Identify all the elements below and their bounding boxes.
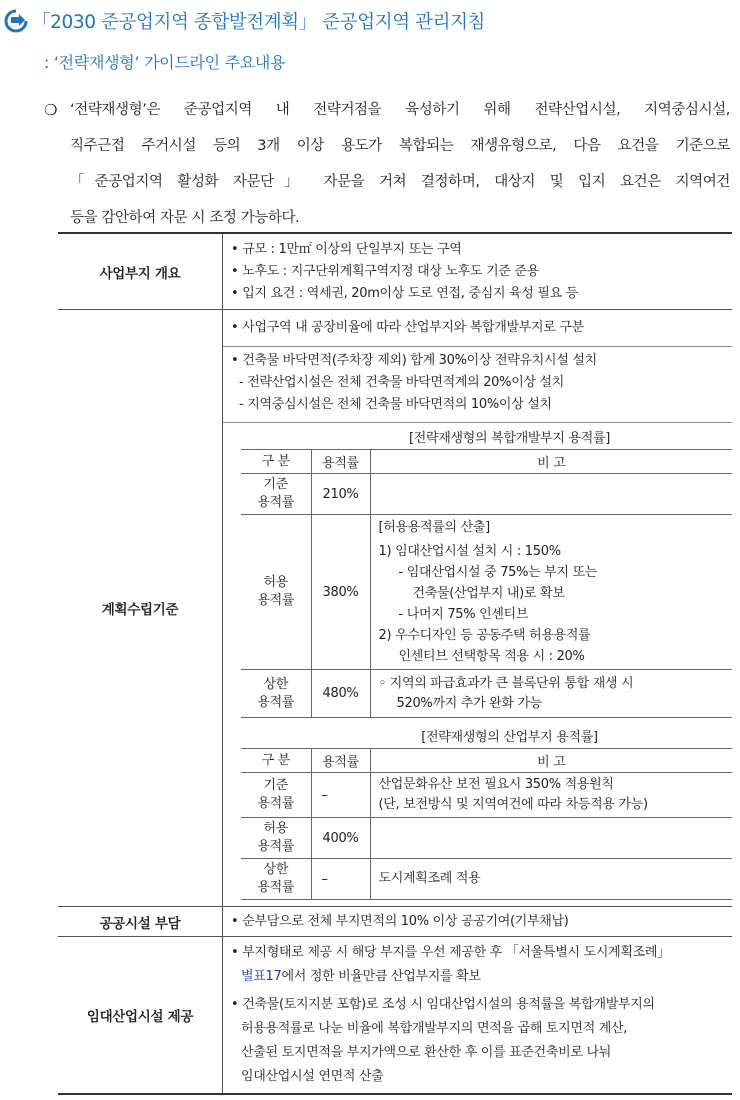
column-header: 용적률	[311, 450, 370, 474]
note-line: (단, 보전방식 및 지역여건에 따라 차등적용 가능)	[378, 797, 648, 812]
ratio-value: 400%	[311, 818, 370, 859]
list-item-continuation: 임대산업시설 연면적 산출	[241, 1069, 384, 1084]
column-header: 비 고	[370, 749, 732, 773]
note-cell	[370, 670, 732, 718]
note-cell	[370, 474, 732, 515]
column-header: 용적률	[311, 749, 370, 773]
table-row	[241, 818, 732, 859]
table-row	[241, 515, 732, 670]
intro-line: 등을 감안하여 자문 시 조정 가능하다.	[70, 210, 300, 226]
appendix-link[interactable]: 별표17	[241, 969, 282, 984]
note-line: 인센티브 선택항목 적용 시 : 20%	[398, 649, 585, 664]
list-item-continuation: 허용용적률로 나눈 비율에 복합개발부지의 면적을 곱해 토지면적 계산,	[241, 1021, 628, 1036]
intro-line: 「준공업지역 활성화 자문단」 자문을 거쳐 결정하며, 대상지 및 입지 요건은 지역여건	[70, 174, 730, 190]
table-row	[241, 474, 732, 515]
intro-line: ‘전략재생형’은 준공업지역 내 전략거점을 육성하기 위해 전략산업시설, 지역중심시설,	[70, 102, 730, 118]
row-content	[223, 310, 733, 907]
note-line: ◦ 지역의 파급효과가 큰 블록단위 통합 재생 시	[378, 675, 634, 691]
list-item: • 건축물(토지지분 포함)로 조성 시 임대산업시설의 용적률을 복합개발부지의	[231, 997, 655, 1012]
list-item-continuation: 별표17에서 정한 비율만큼 산업부지를 확보	[241, 969, 481, 984]
note-line: 건축물(산업부지 내)로 확보	[412, 586, 565, 601]
table-caption: [전략재생형의 산업부지 용적률]	[421, 730, 598, 745]
note-cell	[370, 515, 732, 670]
column-header: 구 분	[241, 749, 311, 773]
note-line: 2) 우수디자인 등 공동주택 허용용적률	[378, 628, 591, 643]
row-content	[223, 907, 733, 937]
table-row	[241, 859, 732, 900]
table-caption: [전략재생형의 복합개발부지 용적률]	[408, 431, 611, 446]
column-header: 비 고	[370, 450, 732, 474]
title-row	[4, 8, 485, 34]
row-label: 허용 용적률	[241, 515, 311, 670]
note-line: 520%까지 추가 완화 가능	[396, 695, 543, 711]
list-item: • 입지 요건 : 역세권, 20m이상 도로 연접, 중심지 육성 필요 등	[231, 286, 578, 301]
note-line: 1) 임대산업시설 설치 시 : 150%	[378, 544, 561, 559]
intro-line: 직주근접 주거시설 등의 3개 이상 용도가 복합되는 재생유형으로, 다음 요건을 기준으로	[70, 138, 730, 154]
row-public-facility	[58, 907, 732, 937]
row-header: 공공시설 부담	[58, 907, 223, 937]
row-content	[223, 233, 733, 310]
row-label: 기준 용적률	[241, 474, 311, 515]
table-row	[241, 773, 732, 818]
ratio-value: 380%	[311, 515, 370, 670]
list-item: • 규모 : 1만㎡ 이상의 단일부지 또는 구역	[231, 242, 462, 257]
row-planning-criteria	[58, 310, 732, 907]
note-line: - 나머지 75% 인센티브	[398, 607, 529, 622]
row-rental-industrial	[58, 937, 732, 1095]
note-line: 산업문화유산 보전 필요시 350% 적용원칙	[378, 777, 614, 792]
mixed-site-ratio-block	[223, 423, 732, 906]
guideline-table	[58, 232, 732, 1095]
row-label: 상한 용적률	[241, 670, 311, 718]
table-header-row	[241, 749, 732, 773]
list-subitem: - 지역중심시설은 전체 건축물 바닥면적의 10%이상 설치	[239, 397, 552, 412]
list-item: • 노후도 : 지구단위계획구역지정 대상 노후도 기준 준용	[231, 264, 539, 279]
ratio-value: 210%	[311, 474, 370, 515]
note-line: [허용용적률의 산출]	[378, 520, 490, 535]
intro-paragraph	[44, 92, 730, 236]
row-label: 상한 용적률	[241, 859, 311, 900]
mixed-site-ratio-table	[241, 449, 732, 718]
row-content	[223, 937, 733, 1095]
table-header-row	[241, 450, 732, 474]
row-site-overview	[58, 233, 732, 310]
row-header: 사업부지 개요	[58, 233, 223, 310]
list-item: • 사업구역 내 공장비율에 따라 산업부지와 복합개발부지로 구분	[231, 320, 584, 335]
list-item: • 건축물 바닥면적(주차장 제외) 합계 30%이상 전략유치시설 설치	[231, 353, 597, 368]
column-header: 구 분	[241, 450, 311, 474]
ratio-value: –	[311, 773, 370, 818]
circle-bullet-icon: ❍	[44, 101, 58, 119]
ratio-value: –	[311, 859, 370, 900]
note-cell: 도시계획조례 적용	[370, 859, 732, 900]
arrow-circle-icon	[4, 9, 28, 33]
note-cell	[370, 773, 732, 818]
note-line: - 임대산업시설 중 75%는 부지 또는	[398, 565, 598, 580]
industrial-site-ratio-table	[241, 748, 732, 900]
row-header: 계획수립기준	[58, 310, 223, 907]
ratio-value: 480%	[311, 670, 370, 718]
list-subitem: - 전략산업시설은 전체 건축물 바닥면적계의 20%이상 설치	[239, 375, 565, 390]
page-subtitle: : ‘전략재생형’ 가이드라인 주요내용	[44, 53, 286, 72]
list-item: • 부지형태로 제공 시 해당 부지를 우선 제공한 후 「서울특별시 도시계획조례」	[231, 945, 670, 960]
row-label: 기준 용적률	[241, 773, 311, 818]
page-title: 「2030 준공업지역 종합발전계획」 준공업지역 관리지침	[32, 12, 486, 33]
row-header: 임대산업시설 제공	[58, 937, 223, 1095]
list-item: • 순부담으로 전체 부지면적의 10% 이상 공공기여(기부채납)	[231, 913, 569, 929]
row-label: 허용 용적률	[241, 818, 311, 859]
list-item-continuation: 산출된 토지면적을 부지가액으로 환산한 후 이를 표준건축비로 나눠	[241, 1045, 612, 1060]
note-cell	[370, 818, 732, 859]
table-row	[241, 670, 732, 718]
